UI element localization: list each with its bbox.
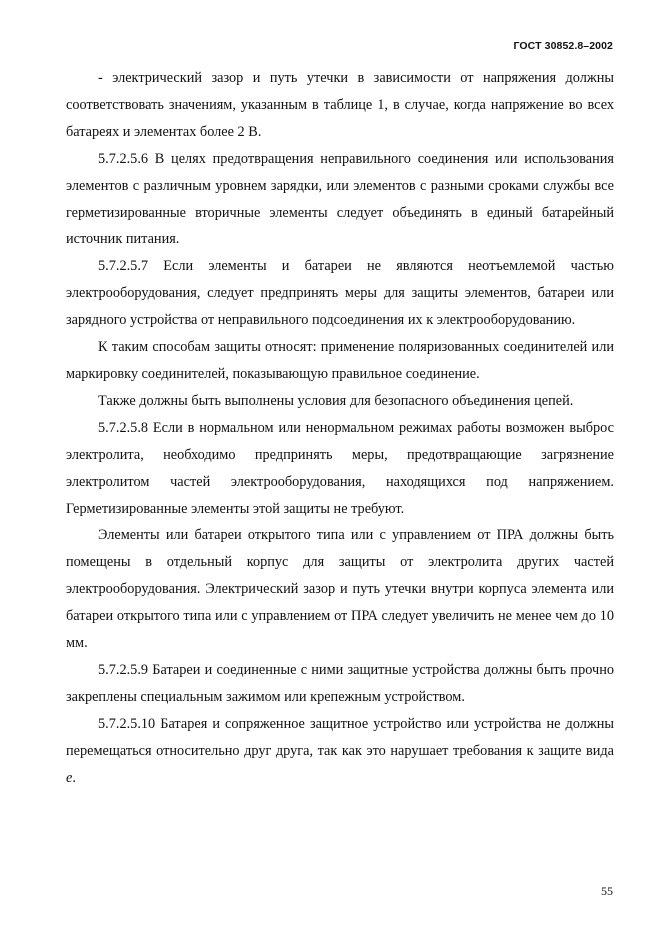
protection-type-letter: е xyxy=(66,769,73,786)
paragraph: Элементы или батареи открытого типа или с управлением от ПРА должны быть помещены в отдельный корпус для защиты от электролита других частей электрооборудования. Электрический зазор и путь утечки внутри корпуса элемента или батареи открытого типа или с управлением от ПРА следует увеличить не менее чем до 10 мм. xyxy=(66,527,614,652)
document-body xyxy=(66,65,614,791)
paragraph-last-text: 5.7.2.5.10 Батарея и сопряженное защитное устройство или устройства не должны перемещаться относительно друг друга, так как это нарушает требования к защите вида xyxy=(66,715,614,759)
paragraph: К таким способам защиты относят: применение поляризованных соединителей или маркировку соединителей, показывающую правильное соединение. xyxy=(66,339,614,382)
standard-code-header: ГОСТ 30852.8–2002 xyxy=(513,40,613,52)
paragraph: - электрический зазор и путь утечки в зависимости от напряжения должны соответствовать значениям, указанным в таблице 1, в случае, когда напряжение во всех батареях и элементах более 2 В. xyxy=(66,70,614,140)
paragraph: Также должны быть выполнены условия для безопасного объединения цепей. xyxy=(98,392,574,409)
paragraph-last-end: . xyxy=(72,769,76,786)
paragraph: 5.7.2.5.8 Если в нормальном или ненормальном режимах работы возможен выброс электролита, необходимо предпринять меры, предотвращающие загрязнение электролитом частей электрооборудования, находящихся под напряжением. Герметизированные элементы этой защиты не требуют. xyxy=(66,419,614,517)
paragraph: 5.7.2.5.7 Если элементы и батареи не являются неотъемлемой частью электрооборудования, следует предпринять меры для защиты элементов, батареи или зарядного устройства от неправильного подсоединения их к электрооборудованию. xyxy=(66,258,614,329)
paragraph-last xyxy=(66,711,614,792)
paragraph: 5.7.2.5.6 В целях предотвращения неправильного соединения или использования элементов с различным уровнем зарядки, или элементов с разными сроками службы все герметизированные вторичные элементы следует объединять в единый батарейный источник питания. xyxy=(66,150,614,248)
page-number: 55 xyxy=(601,884,613,898)
paragraph: 5.7.2.5.9 Батареи и соединенные с ними защитные устройства должны быть прочно закреплены специальным зажимом или крепежным устройством. xyxy=(66,661,614,705)
